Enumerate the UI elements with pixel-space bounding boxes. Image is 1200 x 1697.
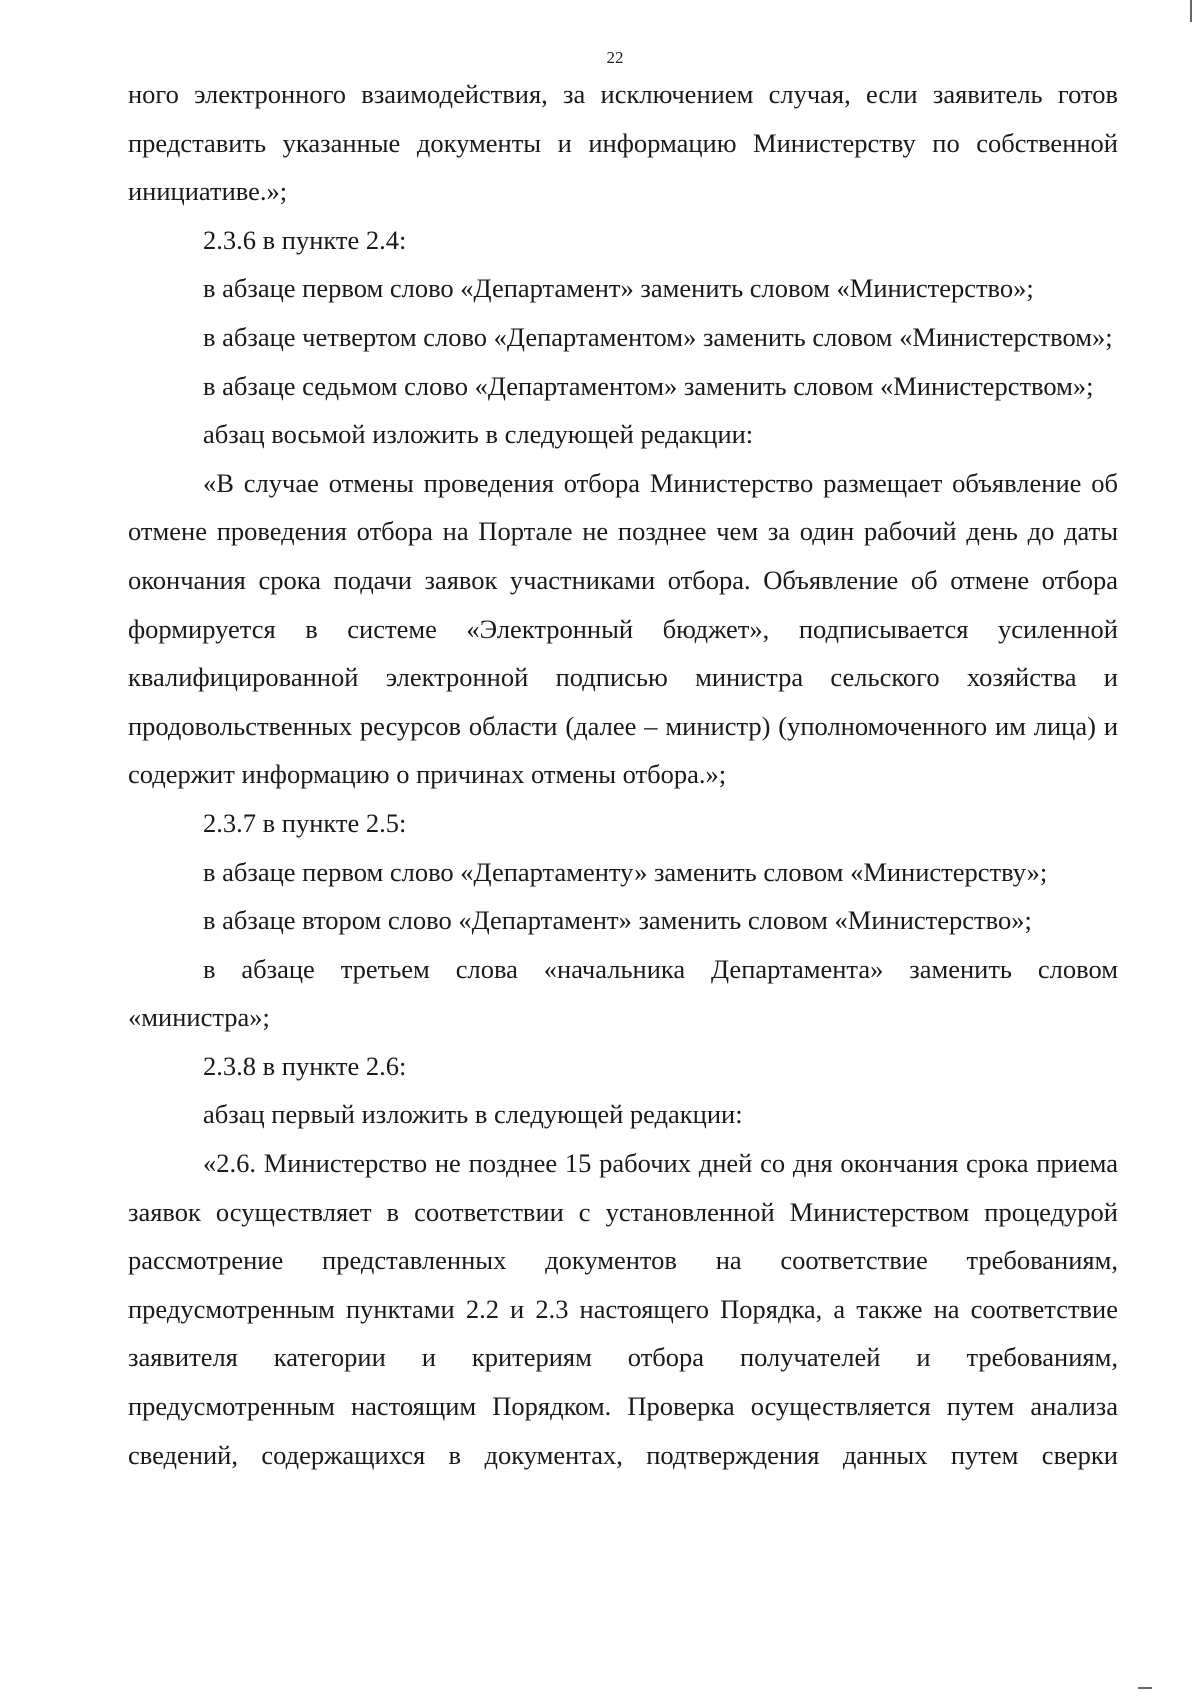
- paragraph: «2.6. Министерство не позднее 15 рабочих дней со дня окончания срока приема заявок осуществляет в соответствии с установленной Министерством процедурой рассмотрение представленных документов на соответствие требованиям, предусмотренным пунктами 2.2 и 2.3 настоящего Порядка, а также на соответствие заявителя категории и критериям отбора получателей и требованиям, предусмотренным настоящим Порядком. Проверка осуществляется путем анализа сведений, содержащихся в документах, подтверждения данных путем сверки: [128, 1148, 1118, 1470]
- paragraph: в абзаце седьмом слово «Департаментом» заменить словом «Министерством»;: [203, 370, 1094, 401]
- paragraph: в абзаце первом слово «Департаменту» заменить словом «Министерству»;: [203, 856, 1048, 887]
- paragraph: «В случае отмены проведения отбора Министерство размещает объявление об отмене проведения отбора на Портале не позднее чем за один рабочий день до даты окончания срока подачи заявок участниками отбора. Объявление об отмене отбора формируется в системе «Электронный бюджет», подписывается усиленной квалифицированной электронной подписью министра сельского хозяйства и продовольственных ресурсов области (далее – министр) (уполномоченного им лица) и содержит информацию о причинах отмены отбора.»;: [128, 467, 1118, 790]
- scan-artifact: [1190, 0, 1192, 22]
- paragraph: 2.3.8 в пункте 2.6:: [203, 1050, 407, 1081]
- paragraph: абзац первый изложить в следующей редакции:: [203, 1099, 743, 1130]
- paragraph: в абзаце первом слово «Департамент» заменить словом «Министерство»;: [203, 273, 1034, 304]
- paragraph: 2.3.7 в пункте 2.5:: [203, 807, 407, 838]
- paragraph: в абзаце четвертом слово «Департаментом» заменить словом «Министерством»;: [203, 321, 1113, 352]
- paragraph: в абзаце втором слово «Департамент» заменить словом «Министерство»;: [203, 905, 1032, 936]
- page-number: 22: [606, 48, 624, 67]
- document-body: [128, 70, 1118, 1479]
- paragraph: абзац восьмой изложить в следующей редакции:: [203, 419, 754, 450]
- paragraph: 2.3.6 в пункте 2.4:: [203, 224, 407, 255]
- scan-artifact: [1138, 1687, 1152, 1689]
- paragraph: ного электронного взаимодействия, за исключением случая, если заявитель готов представить указанные документы и информацию Министерству по собственной инициативе.»;: [128, 79, 1118, 207]
- paragraph: в абзаце третьем слова «начальника Департамента» заменить словом «министра»;: [128, 953, 1118, 1033]
